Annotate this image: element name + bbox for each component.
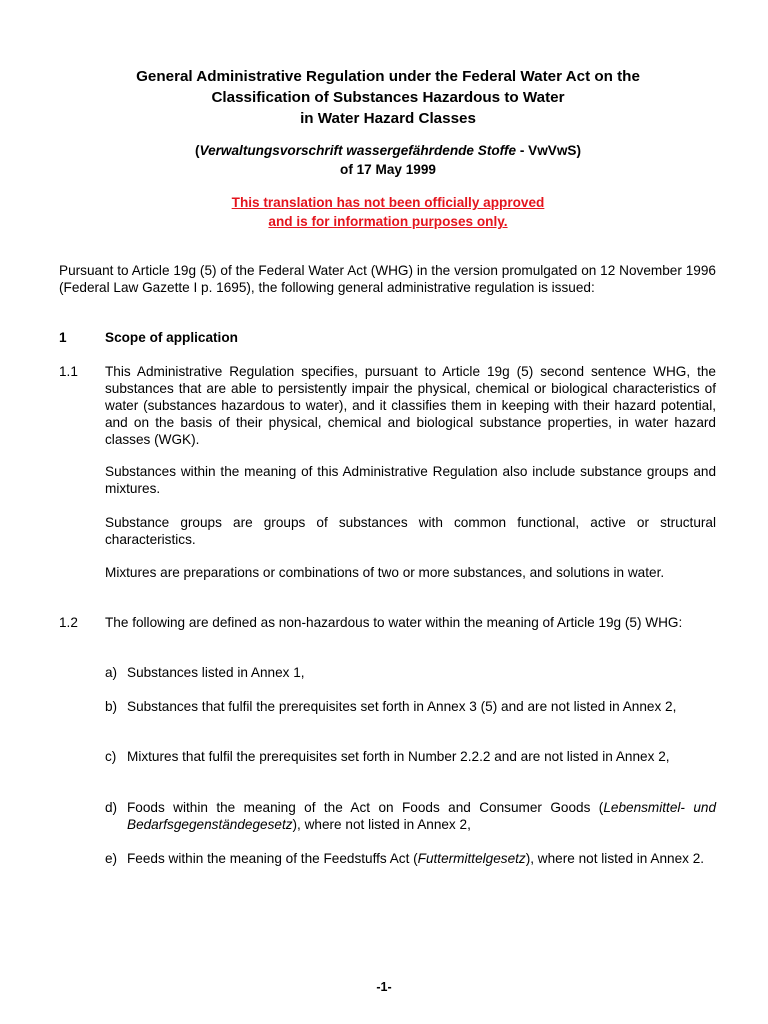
translation-notice <box>60 193 716 231</box>
list-item-a-text: Substances listed in Annex 1, <box>127 665 305 680</box>
subtitle-name-line <box>60 141 716 160</box>
list-item-d-pre: Foods within the meaning of the Act on Foods and Consumer Goods ( <box>127 800 604 815</box>
section-1-2-lead: The following are defined as non-hazardous to water within the meaning of Article 19g (5) WHG: <box>105 615 683 630</box>
list-item-e-pre: Feeds within the meaning of the Feedstuffs Act ( <box>127 851 418 866</box>
document-subtitle <box>60 141 716 179</box>
list-item-e-text <box>127 850 716 867</box>
notice-line-2: and is for information purposes only. <box>268 214 508 229</box>
open-paren: ( <box>194 143 200 158</box>
list-item-e-post: ), where not listed in Annex 2. <box>525 851 705 866</box>
section-1-number: 1 <box>59 330 67 345</box>
section-1-1-paragraph-1: This Administrative Regulation specifies, pursuant to Article 19g (5) second sentence WHG, the substances that are able to persistently impair the physical, chemical or biological characteristics of water (substances hazardous to water), and it classifies them in keeping with their hazard potential, and on the basis of their physical, chemical and biological substance properties, in water hazard classes (WGK). <box>105 364 716 447</box>
abbreviation: - VwVwS) <box>516 143 582 158</box>
list-item-d-text <box>127 799 716 833</box>
list-item-c-text: Mixtures that fulfil the prerequisites set forth in Number 2.2.2 and are not listed in Annex 2, <box>127 749 670 764</box>
list-item-d-post: ), where not listed in Annex 2, <box>292 817 471 832</box>
intro-paragraph: Pursuant to Article 19g (5) of the Federal Water Act (WHG) in the version promulgated on 12 November 1996 (Federal Law Gazette I p. 1695), the following general administrative regulation is issued: <box>59 263 716 295</box>
list-item-a-letter: a) <box>105 665 118 680</box>
section-1-1-number: 1.1 <box>59 364 78 379</box>
title-line-3: in Water Hazard Classes <box>300 110 476 127</box>
list-item-d-letter: d) <box>105 800 118 815</box>
german-name: Verwaltungsvorschrift wassergefährdende Stoffe <box>199 143 517 158</box>
title-line-2: Classification of Substances Hazardous to Water <box>211 89 565 106</box>
title-line-1: General Administrative Regulation under the Federal Water Act on the <box>136 68 640 85</box>
list-item-b-letter: b) <box>105 699 118 714</box>
list-item-d-act-name: Lebensmittel- und Bedarfsgegenständegesetz <box>127 800 717 832</box>
section-1-1-paragraph-2: Substances within the meaning of this Administrative Regulation also include substance groups and mixtures. <box>105 464 716 496</box>
list-item-e-act-name: Futtermittelgesetz <box>417 851 526 866</box>
section-1-2-number: 1.2 <box>59 615 78 630</box>
list-item-c-letter: c) <box>105 749 117 764</box>
section-1-heading: Scope of application <box>105 330 238 345</box>
page-number: -1- <box>376 980 392 994</box>
notice-line-1: This translation has not been officially approved <box>231 195 545 210</box>
section-1-1-paragraph-3: Substance groups are groups of substances with common functional, active or structural characteristics. <box>105 515 716 547</box>
subtitle-date: of 17 May 1999 <box>340 162 436 177</box>
document-title <box>60 66 716 129</box>
list-item-b-text: Substances that fulfil the prerequisites set forth in Annex 3 (5) and are not listed in Annex 2, <box>127 699 677 714</box>
list-item-e-letter: e) <box>105 851 118 866</box>
section-1-1-paragraph-4: Mixtures are preparations or combinations of two or more substances, and solutions in water. <box>105 565 665 580</box>
